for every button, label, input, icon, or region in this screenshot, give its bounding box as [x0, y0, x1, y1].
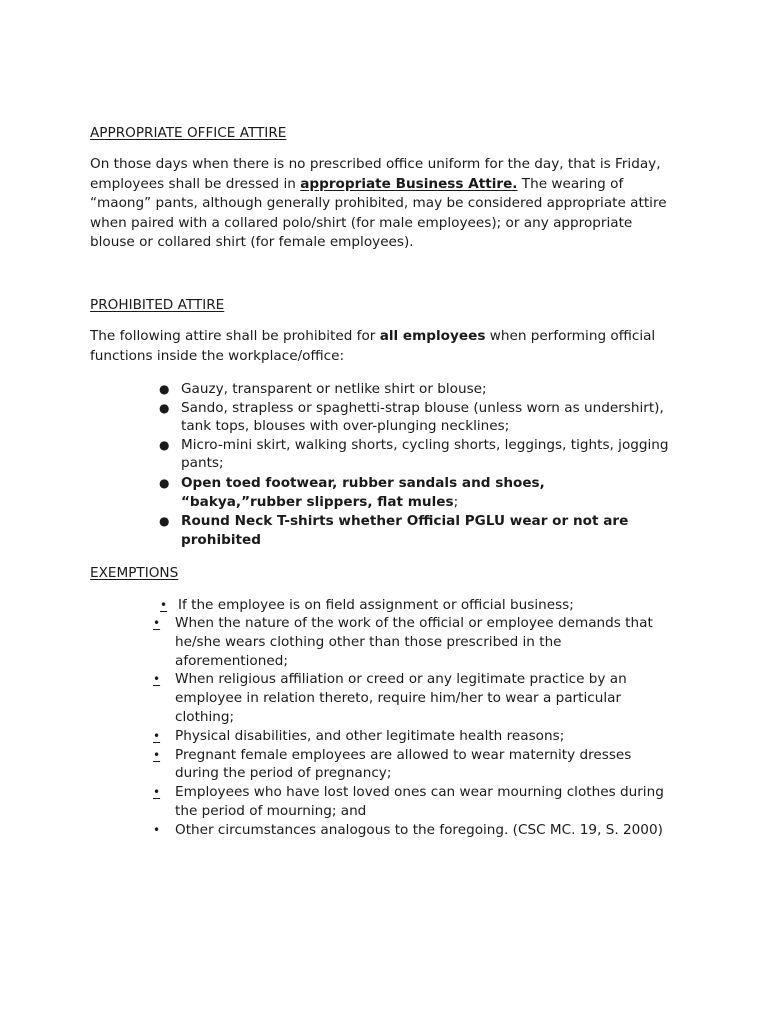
paragraph-office-attire [90, 155, 690, 253]
bullet-icon: ● [159, 382, 170, 396]
list-item [153, 727, 664, 746]
list-item-text: the period of mourning; and [175, 802, 367, 819]
paragraph-prohibited-intro [90, 327, 690, 366]
list-item-text: Other circumstances analogous to the foregoing. (CSC MC. 19, S. 2000) [175, 821, 663, 838]
list-item-text: during the period of pregnancy; [175, 765, 392, 782]
bullet-icon: • [153, 728, 161, 743]
list-item-text: pants; [181, 455, 224, 472]
bullet-icon: • [153, 747, 161, 762]
list-item [159, 380, 669, 399]
bullet-icon: • [153, 616, 161, 630]
bullet-icon: ● [159, 513, 170, 528]
list-item-text: Physical disabilities, and other legitimate health reasons; [175, 727, 565, 744]
list-item [159, 436, 669, 473]
paragraph-text: The following attire shall be prohibited for [90, 328, 380, 344]
emphasis-business-attire: appropriate Business Attire. [300, 175, 518, 192]
list-item-text: When the nature of the work of the official or employee demands that [175, 615, 653, 631]
paragraph-line: when paired with a collared polo/shirt (for male employees); or any appropriate [90, 214, 633, 231]
list-item-text: employee in relation thereto, require him/her to wear a particular [175, 690, 622, 707]
exemption-first-item [160, 596, 574, 615]
heading-prohibited-attire: PROHIBITED ATTIRE [90, 297, 225, 313]
paragraph-line: functions inside the workplace/office: [90, 347, 345, 364]
list-item-text: clothing; [175, 708, 235, 725]
list-item-text: When religious affiliation or creed or any legitimate practice by an [175, 671, 627, 688]
list-item [159, 399, 669, 436]
list-item-text: aforementioned; [175, 652, 288, 669]
bullet-icon: • [153, 822, 161, 837]
list-item-text: If the employee is on field assignment or official business; [178, 597, 574, 613]
list-item [153, 614, 664, 670]
list-item-text: Sando, strapless or spaghetti-strap blouse (unless worn as undershirt), [181, 399, 664, 416]
heading-exemptions: EXEMPTIONS [90, 565, 179, 581]
paragraph-line [90, 327, 690, 347]
list-item-text: Employees who have lost loved ones can wear mourning clothes during [175, 784, 664, 801]
list-item-text: prohibited [181, 532, 261, 549]
bullet-icon: • [160, 598, 168, 612]
paragraph-text: employees shall be dressed in [90, 175, 301, 192]
paragraph-line [90, 175, 690, 195]
list-item-text: tank tops, blouses with over-plunging necklines; [181, 418, 510, 435]
list-item-text: Round Neck T-shirts whether Official PGLU wear or not are [181, 512, 629, 529]
list-item-text: Open toed footwear, rubber sandals and shoes, [181, 474, 545, 491]
paragraph-line: “maong” pants, although generally prohibited, may be considered appropriate attire [90, 195, 667, 212]
list-item [153, 783, 664, 821]
paragraph-line: On those days when there is no prescribed office uniform for the day, that is Friday, [90, 156, 661, 172]
list-item-text-tail: ; [453, 494, 459, 511]
list-item-text [181, 493, 669, 513]
bullet-icon: ● [159, 475, 170, 490]
emphasis-all-employees: all employees [379, 328, 486, 344]
bullet-icon: ● [159, 400, 170, 415]
paragraph-text: when performing official [485, 328, 656, 344]
list-item [153, 821, 664, 840]
list-item-text: Gauzy, transparent or netlike shirt or blouse; [181, 381, 487, 397]
list-item [153, 670, 664, 726]
bullet-icon: • [153, 785, 161, 800]
exemptions-list [153, 614, 664, 840]
list-item [159, 474, 669, 513]
list-item-text: he/she wears clothing other than those prescribed in the [175, 633, 562, 650]
paragraph-line: blouse or collared shirt (for female employees). [90, 234, 414, 251]
bullet-icon: ● [159, 437, 170, 452]
list-item [153, 746, 664, 784]
bullet-icon: • [153, 672, 161, 687]
paragraph-text: The wearing of [517, 175, 624, 192]
heading-appropriate-office-attire: APPROPRIATE OFFICE ATTIRE [90, 125, 287, 141]
list-item-text-bold: “bakya,”rubber slippers, flat mules [181, 494, 454, 511]
list-item-text: Pregnant female employees are allowed to wear maternity dresses [175, 746, 632, 763]
list-item-text: Micro-mini skirt, walking shorts, cycling shorts, leggings, tights, jogging [181, 436, 669, 453]
prohibited-attire-list [159, 380, 669, 551]
list-item [159, 512, 669, 551]
